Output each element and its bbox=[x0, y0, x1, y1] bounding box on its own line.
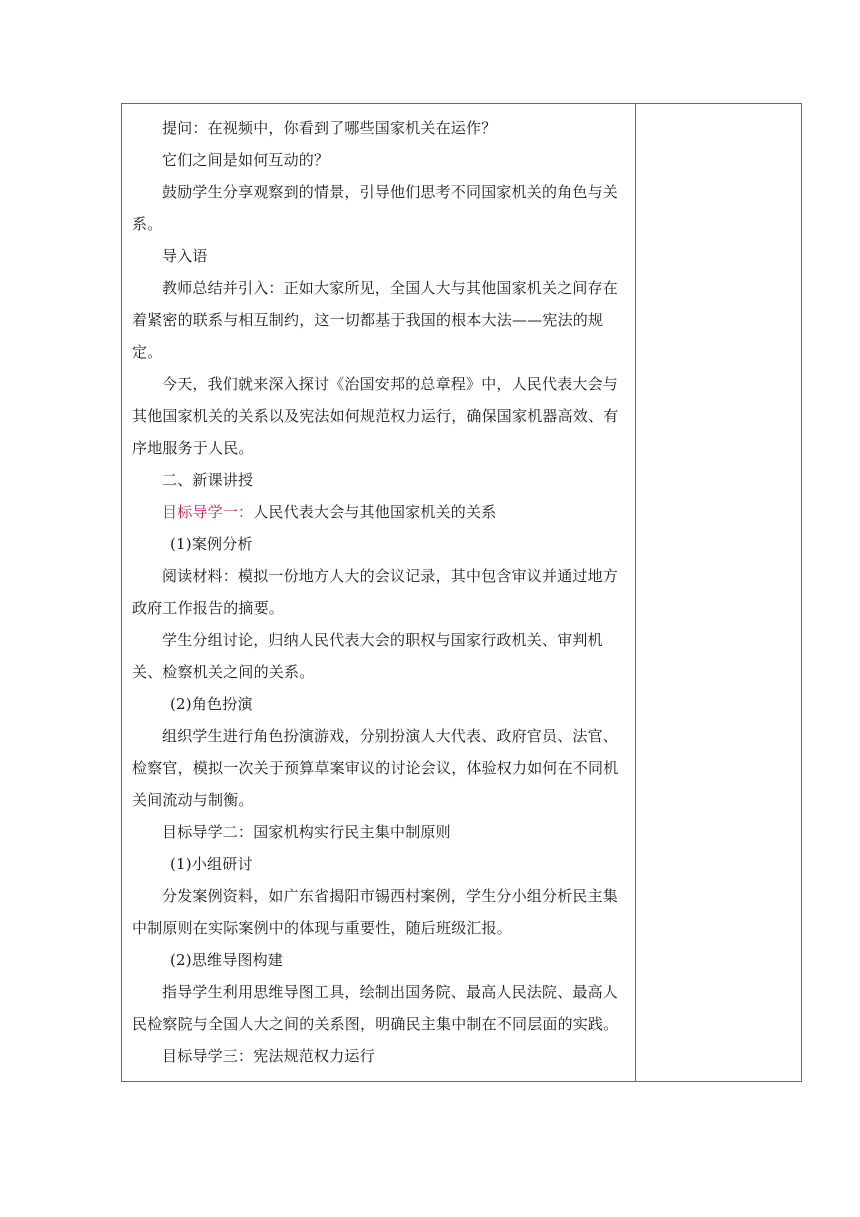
lesson-plan-table bbox=[121, 103, 802, 1082]
notes-cell bbox=[636, 104, 801, 1081]
intro-heading: 导入语 bbox=[162, 247, 208, 265]
goal-one-label: 目标导学一： bbox=[162, 503, 254, 521]
reading-material-paragraph: 阅读材料：模拟一份地方人大的会议记录，其中包含审议并通过地方政府工作报告的摘要。 bbox=[132, 567, 619, 617]
goal-one-heading bbox=[132, 496, 629, 528]
goal-one-title: 人民代表大会与其他国家机关的关系 bbox=[253, 503, 497, 521]
group-study-heading: (1)小组研讨 bbox=[170, 855, 253, 873]
new-lesson-heading: 二、新课讲授 bbox=[162, 471, 254, 489]
teacher-summary-paragraph: 教师总结并引入：正如大家所见，全国人大与其他国家机关之间存在着紧密的联系与相互制约，这一切都基于我国的根本大法——宪法的规定。 bbox=[132, 279, 619, 361]
goal-three-heading: 目标导学三：宪法规范权力运行 bbox=[162, 1047, 375, 1065]
group-discussion-paragraph: 学生分组讨论，归纳人民代表大会的职权与国家行政机关、审判机关、检察机关之间的关系。 bbox=[132, 631, 603, 681]
role-play-paragraph: 组织学生进行角色扮演游戏，分别扮演人大代表、政府官员、法官、检察官，模拟一次关于预算草案审议的讨论会议，体验权力如何在不同机关间流动与制衡。 bbox=[132, 727, 619, 809]
case-analysis-heading: (1)案例分析 bbox=[170, 535, 253, 553]
encourage-paragraph: 鼓励学生分享观察到的情景，引导他们思考不同国家机关的角色与关系。 bbox=[132, 183, 619, 233]
case-materials-paragraph: 分发案例资料，如广东省揭阳市锡西村案例，学生分小组分析民主集中制原则在实际案例中的体现与重要性，随后班级汇报。 bbox=[132, 887, 619, 937]
role-play-heading: (2)角色扮演 bbox=[170, 695, 253, 713]
today-topic-paragraph: 今天，我们就来深入探讨《治国安邦的总章程》中，人民代表大会与其他国家机关的关系以及宪法如何规范权力运行，确保国家机器高效、有序地服务于人民。 bbox=[132, 375, 619, 457]
question-followup: 它们之间是如何互动的？ bbox=[162, 151, 330, 169]
mind-map-paragraph: 指导学生利用思维导图工具，绘制出国务院、最高人民法院、最高人民检察院与全国人大之间的关系图，明确民主集中制在不同层面的实践。 bbox=[132, 983, 619, 1033]
goal-two-heading: 目标导学二：国家机构实行民主集中制原则 bbox=[162, 823, 451, 841]
mind-map-heading: (2)思维导图构建 bbox=[170, 951, 284, 969]
teaching-process-cell bbox=[122, 104, 635, 1081]
question-paragraph: 提问：在视频中，你看到了哪些国家机关在运作？ bbox=[162, 119, 497, 137]
